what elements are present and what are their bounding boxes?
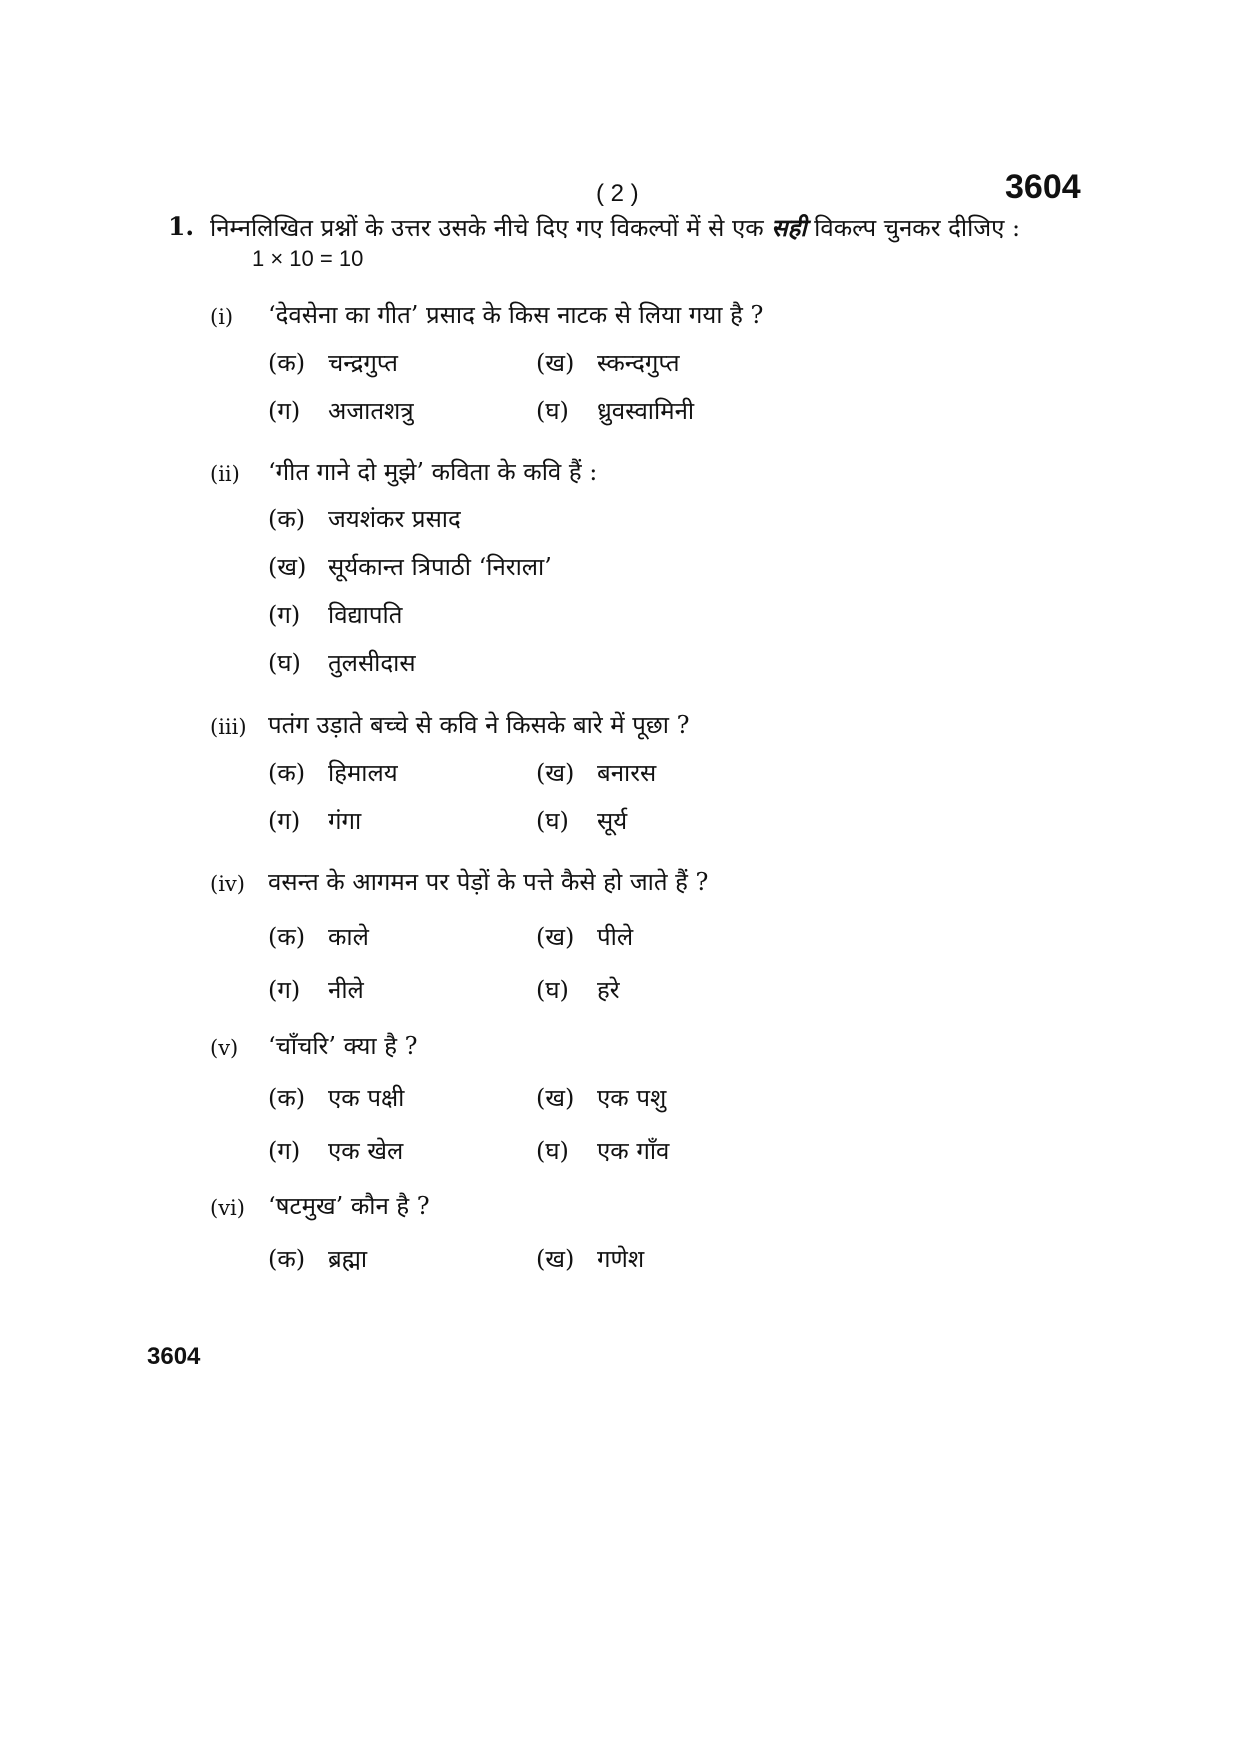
question-text: पतंग उड़ाते बच्चे से कवि ने किसके बारे में पूछा ? bbox=[268, 711, 690, 739]
option-text: स्कन्दगुप्त bbox=[597, 349, 680, 377]
option-label: (ख) bbox=[536, 349, 575, 377]
option-text: अजातशत्रु bbox=[328, 397, 414, 425]
option-text: विद्यापति bbox=[328, 601, 403, 629]
option-text: ब्रह्मा bbox=[328, 1245, 368, 1273]
question-text: ‘गीत गाने दो मुझे’ कविता के कवि हैं : bbox=[268, 458, 598, 486]
option-label: (ख) bbox=[536, 923, 575, 951]
option-label: (ख) bbox=[536, 1084, 575, 1112]
option-text: गंगा bbox=[328, 807, 362, 835]
option-text: एक गाँव bbox=[597, 1137, 670, 1165]
section-number: 1. bbox=[168, 212, 195, 241]
option-label: (ख) bbox=[268, 553, 307, 581]
option-label: (ग) bbox=[268, 807, 301, 835]
question-text: ‘देवसेना का गीत’ प्रसाद के किस नाटक से लिया गया है ? bbox=[268, 301, 764, 329]
question-text: वसन्त के आगमन पर पेड़ों के पत्ते कैसे हो जाते हैं ? bbox=[268, 868, 709, 896]
option-label: (ग) bbox=[268, 976, 301, 1004]
option-text: एक पशु bbox=[597, 1084, 667, 1112]
question-text: ‘चाँचरि’ क्या है ? bbox=[268, 1032, 418, 1060]
option-label: (घ) bbox=[536, 397, 569, 425]
question-text: ‘षटमुख’ कौन है ? bbox=[268, 1192, 430, 1220]
paper-code-footer: 3604 bbox=[147, 1343, 201, 1370]
option-label: (ख) bbox=[536, 759, 575, 787]
option-label: (क) bbox=[268, 759, 306, 787]
option-text: नीले bbox=[328, 976, 364, 1004]
question-number: (iii) bbox=[210, 715, 247, 739]
option-text: एक खेल bbox=[328, 1137, 404, 1165]
question-number: (ii) bbox=[210, 462, 240, 486]
paper-code-header: 3604 bbox=[1005, 168, 1081, 206]
option-text: चन्द्रगुप्त bbox=[328, 349, 398, 377]
question-number: (v) bbox=[210, 1036, 239, 1060]
option-text: बनारस bbox=[597, 759, 657, 787]
option-label: (क) bbox=[268, 1084, 306, 1112]
page-number: ( 2 ) bbox=[596, 180, 639, 207]
option-label: (क) bbox=[268, 349, 306, 377]
option-label: (ख) bbox=[536, 1245, 575, 1273]
option-text: सूर्यकान्त त्रिपाठी ‘निराला’ bbox=[328, 553, 552, 581]
question-number: (i) bbox=[210, 305, 234, 329]
option-label: (घ) bbox=[268, 649, 301, 677]
question-number: (iv) bbox=[210, 872, 245, 896]
option-label: (घ) bbox=[536, 976, 569, 1004]
option-label: (क) bbox=[268, 1245, 306, 1273]
option-text: काले bbox=[328, 923, 369, 951]
option-label: (घ) bbox=[536, 807, 569, 835]
option-text: गणेश bbox=[597, 1245, 645, 1273]
option-text: हिमालय bbox=[328, 759, 398, 787]
instruction-text-end: विकल्प चुनकर दीजिए : bbox=[806, 214, 1021, 242]
option-label: (ग) bbox=[268, 397, 301, 425]
option-label: (घ) bbox=[536, 1137, 569, 1165]
option-text: जयशंकर प्रसाद bbox=[328, 505, 461, 533]
option-text: पीले bbox=[597, 923, 634, 951]
section-instruction bbox=[210, 211, 1020, 244]
instruction-emphasis: सही bbox=[771, 213, 807, 242]
question-number: (vi) bbox=[210, 1196, 245, 1220]
option-label: (क) bbox=[268, 505, 306, 533]
option-label: (क) bbox=[268, 923, 306, 951]
option-label: (ग) bbox=[268, 601, 301, 629]
option-text: सूर्य bbox=[597, 807, 628, 835]
option-label: (ग) bbox=[268, 1137, 301, 1165]
option-text: तुलसीदास bbox=[328, 649, 416, 677]
instruction-text: निम्नलिखित प्रश्नों के उत्तर उसके नीचे दिए गए विकल्पों में से एक bbox=[210, 214, 772, 242]
option-text: एक पक्षी bbox=[328, 1084, 405, 1112]
marks-allocation: 1 × 10 = 10 bbox=[252, 246, 364, 271]
option-text: हरे bbox=[597, 976, 620, 1004]
option-text: ध्रुवस्वामिनी bbox=[597, 397, 695, 425]
